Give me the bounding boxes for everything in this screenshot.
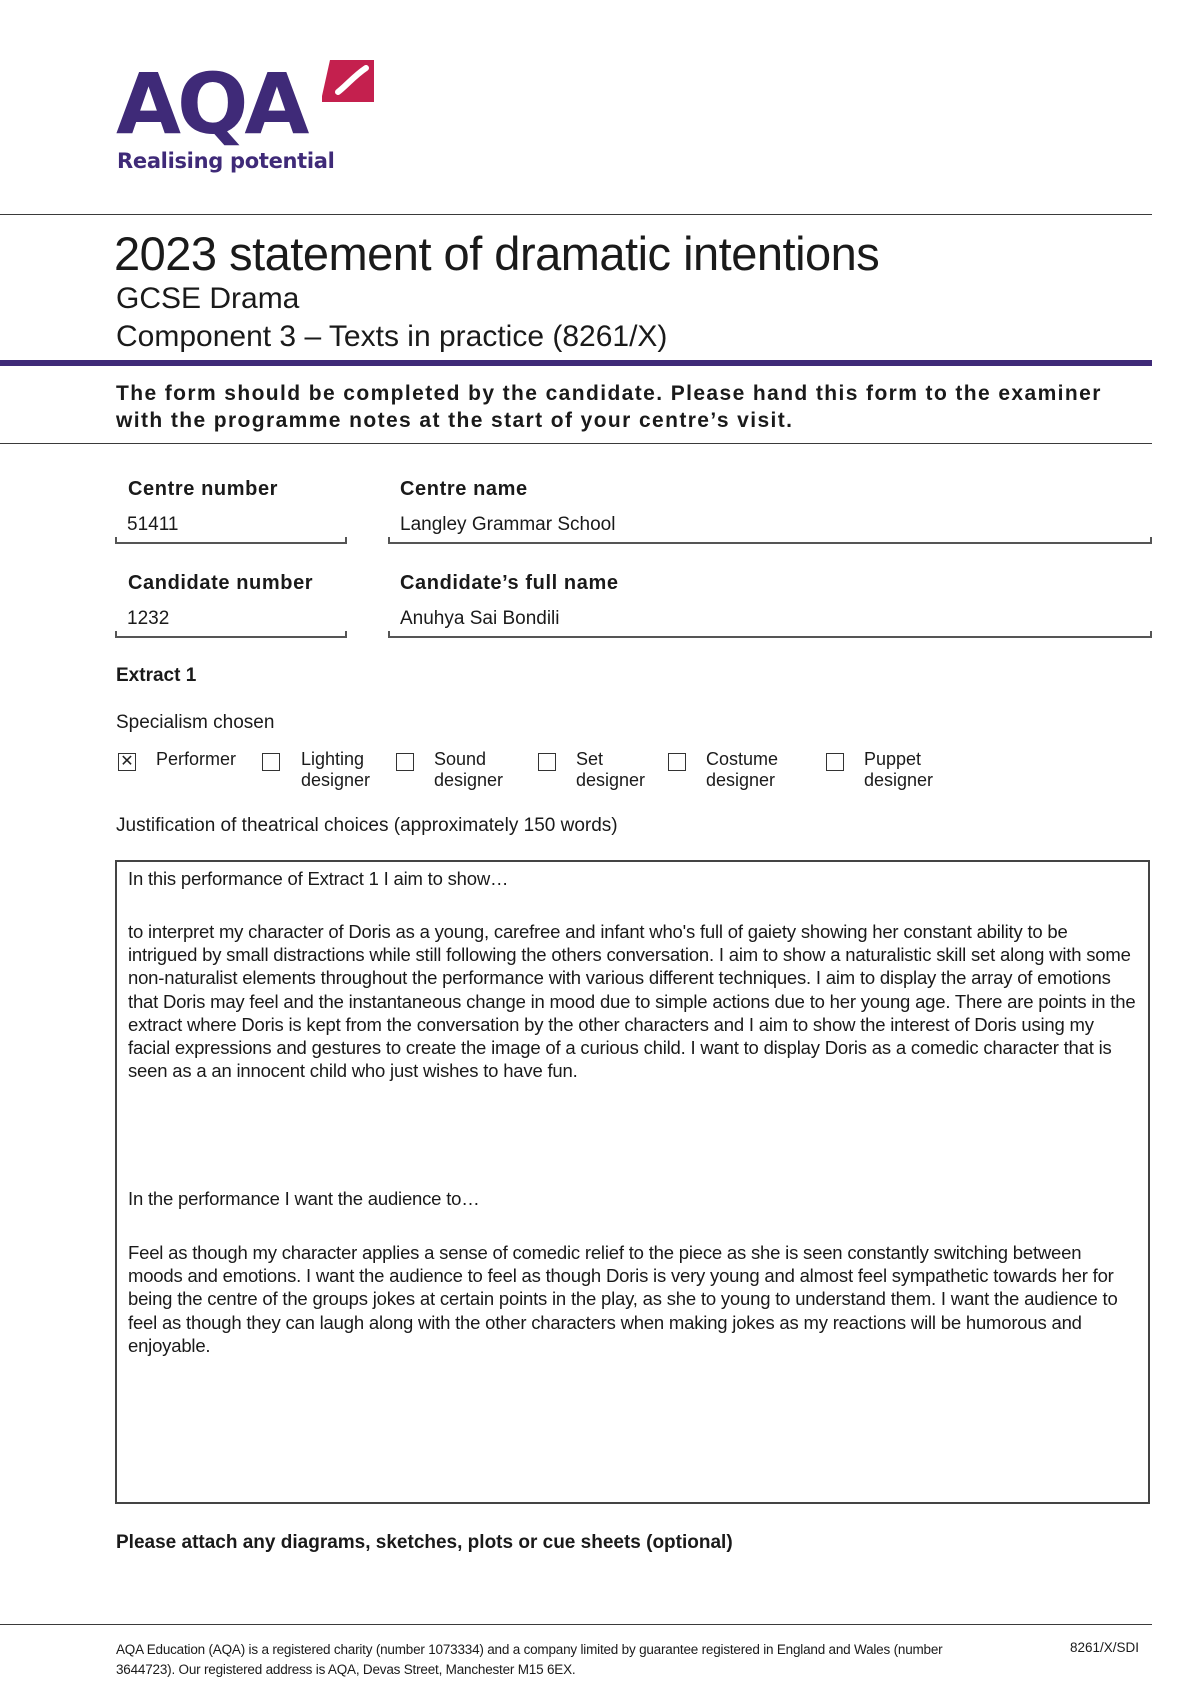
specialism-label: Specialism chosen (116, 712, 275, 733)
lighting-designer-label: Lighting designer (301, 749, 371, 790)
instructions-text: The form should be completed by the candidate. Please hand this form to the examiner with the programme notes at the start of your centre’s visit. (116, 382, 1102, 432)
footer-text: AQA Education (AQA) is a registered charity (number 1073334) and a company limited by guarantee registered in England and Wales (number 3644723). Our registered address is AQA, Devas Street, Manchester M15 6EX. (116, 1642, 943, 1677)
justification-label: Justification of theatrical choices (approximately 150 words) (116, 815, 618, 836)
candidate-number-field[interactable] (115, 606, 347, 638)
audience-prompt: In the performance I want the audience to… (128, 1188, 480, 1209)
candidate-name-label: Candidate’s full name (400, 572, 619, 594)
performer-label: Performer (156, 749, 237, 769)
aim-text: to interpret my character of Doris as a young, carefree and infant who's full of gaiety showing her constant ability to be intrigued by small distractions while still following the others conversation. I aim to show a naturalistic skill set along with some non-naturalist elements throughout the performance with various different techniques. I aim to display the array of emotions that Doris may feel and the instantaneous change in mood due to simple actions due to her young age. There are points in the extract where Doris is kept from the conversation by the other characters and I aim to show the interest of Doris using my facial expressions and gestures to create the image of a curious child. I want to display Doris as a comedic character that is seen as a an innocent child who just wishes to have fun. (128, 921, 1136, 1082)
centre-name-field[interactable] (388, 512, 1152, 544)
check-mark-icon: ✕ (120, 753, 134, 770)
footer-divider (0, 1624, 1152, 1625)
centre-number-field[interactable] (115, 512, 347, 544)
candidate-name-value: Anuhya Sai Bondili (400, 608, 560, 629)
audience-text: Feel as though my character applies a sense of comedic relief to the piece as she is seen constantly switching between moods and emotions. I want the audience to feel as though Doris is very young and almost feel sympathetic towards her for being the centre of the groups jokes at certain points in the play, as she to young to understand them. I want the audience to feel as though they can laugh along with the other characters when making jokes as my reactions will be humorous and enjoyable. (128, 1242, 1118, 1356)
candidate-number-label: Candidate number (128, 572, 314, 594)
puppet-designer-checkbox[interactable] (826, 753, 844, 771)
logo-flag-icon (320, 56, 378, 114)
centre-number-value: 51411 (127, 514, 179, 535)
candidate-number-value: 1232 (127, 608, 170, 629)
candidate-name-field[interactable] (388, 606, 1152, 638)
sound-designer-checkbox[interactable] (396, 753, 414, 771)
centre-name-label: Centre name (400, 478, 528, 500)
centre-name-value: Langley Grammar School (400, 514, 616, 535)
performer-checkbox[interactable] (118, 753, 136, 771)
attach-note: Please attach any diagrams, sketches, plots or cue sheets (optional) (116, 1532, 733, 1553)
document-subtitle: GCSE Drama (116, 282, 300, 315)
sound-designer-label: Sound designer (434, 749, 504, 790)
costume-designer-label: Costume designer (706, 749, 779, 790)
puppet-designer-label: Puppet designer (864, 749, 934, 790)
costume-designer-checkbox[interactable] (668, 753, 686, 771)
component-title: Component 3 – Texts in practice (8261/X) (116, 320, 668, 353)
set-designer-label: Set designer (576, 749, 646, 790)
title-divider (0, 360, 1152, 366)
document-code: 8261/X/SDI (1070, 1640, 1140, 1655)
extract-label: Extract 1 (116, 665, 197, 686)
document-title: 2023 statement of dramatic intentions (114, 227, 880, 280)
logo-tagline: Realising potential (117, 149, 335, 173)
aim-prompt: In this performance of Extract 1 I aim to show… (128, 868, 509, 889)
header-divider (0, 214, 1152, 215)
logo-wordmark: AQA (116, 55, 306, 153)
lighting-designer-checkbox[interactable] (262, 753, 280, 771)
justification-textarea[interactable] (115, 860, 1150, 1504)
centre-number-label: Centre number (128, 478, 279, 500)
instructions-divider (0, 443, 1152, 444)
set-designer-checkbox[interactable] (538, 753, 556, 771)
